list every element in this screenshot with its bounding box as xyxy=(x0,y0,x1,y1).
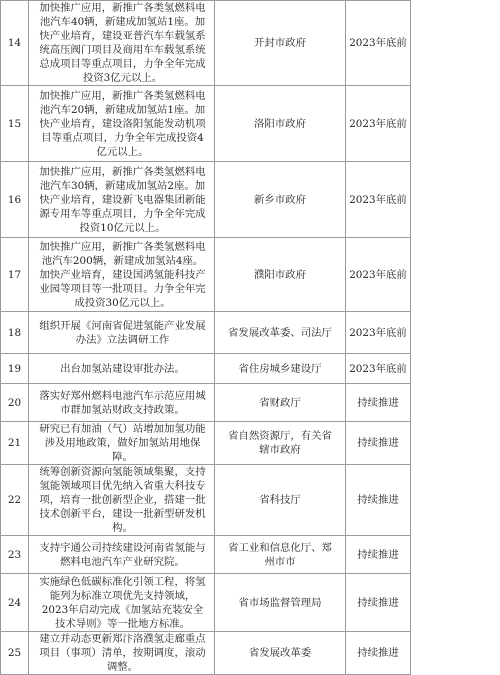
deadline: 2023年底前 xyxy=(346,354,411,384)
table-row xyxy=(1,465,500,536)
row-number: 18 xyxy=(1,312,29,354)
table-row xyxy=(1,238,500,312)
row-number: 14 xyxy=(1,1,29,86)
deadline: 持续推进 xyxy=(346,632,411,675)
responsible-unit: 省科技厅 xyxy=(215,465,346,536)
table-row xyxy=(1,162,500,238)
responsible-unit: 省发展改革委、司法厅 xyxy=(215,312,346,354)
responsible-unit: 开封市政府 xyxy=(215,1,346,86)
responsible-unit: 省工业和信息化厅、郑州市市 xyxy=(215,536,346,574)
task-description: 加快推广应用，新推广各类氢燃料电池汽车30辆，新建成加氢站2座。加快产业培育，建设新飞电器集团新能源专用车等重点项目，力争全年完成投资10亿元以上。 xyxy=(29,162,215,238)
responsible-unit: 省市场监督管理局 xyxy=(215,574,346,632)
deadline: 持续推进 xyxy=(346,465,411,536)
task-description: 研究已有加油（气）站增加加氢功能涉及用地政策，做好加氢站用地保障。 xyxy=(29,422,215,465)
table-row xyxy=(1,422,500,465)
table-row xyxy=(1,574,500,632)
deadline: 2023年底前 xyxy=(346,312,411,354)
row-number: 22 xyxy=(1,465,29,536)
responsible-unit: 省发展改革委 xyxy=(215,632,346,675)
responsible-unit: 洛阳市政府 xyxy=(215,86,346,162)
table-row xyxy=(1,354,500,384)
row-number: 23 xyxy=(1,536,29,574)
task-description: 加快推广应用，新推广各类氢燃料电池汽车40辆，新建成加氢站1座。加快产业培育，建设亚普汽车车载氢系统高压阀门项目及商用车车载氢系统总成项目等重点项目，力争全年完成投资3亿元以上。 xyxy=(29,1,215,86)
row-number: 19 xyxy=(1,354,29,384)
table-row xyxy=(1,536,500,574)
responsible-unit: 新乡市政府 xyxy=(215,162,346,238)
task-description: 统筹创新资源向氢能领域集聚，支持氢能领域项目优先纳入省重大科技专项，培育一批创新型企业，搭建一批技术创新平台，建设一批新型研发机构。 xyxy=(29,465,215,536)
responsible-unit: 省住房城乡建设厅 xyxy=(215,354,346,384)
row-number: 25 xyxy=(1,632,29,675)
table-row xyxy=(1,86,500,162)
task-description: 加快推广应用，新推广各类氢燃料电池汽车200辆，新建成加氢站4座。加快产业培育，建设国鸿氢能科技产业园等项目等一批项目。力争全年完成投资30亿元以上。 xyxy=(29,238,215,312)
deadline: 2023年底前 xyxy=(346,86,411,162)
responsible-unit: 濮阳市政府 xyxy=(215,238,346,312)
deadline: 2023年底前 xyxy=(346,238,411,312)
row-number: 15 xyxy=(1,86,29,162)
deadline: 2023年底前 xyxy=(346,162,411,238)
deadline: 持续推进 xyxy=(346,536,411,574)
responsible-unit: 省自然资源厅，有关省辖市政府 xyxy=(215,422,346,465)
task-description: 组织开展《河南省促进氢能产业发展办法》立法调研工作 xyxy=(29,312,215,354)
row-number: 16 xyxy=(1,162,29,238)
deadline: 持续推进 xyxy=(346,384,411,422)
deadline: 持续推进 xyxy=(346,574,411,632)
deadline: 持续推进 xyxy=(346,422,411,465)
row-number: 17 xyxy=(1,238,29,312)
task-description: 出台加氢站建设审批办法。 xyxy=(29,354,215,384)
table-row xyxy=(1,312,500,354)
task-description: 支持宇通公司持续建设河南省氢能与燃料电池汽车产业研究院。 xyxy=(29,536,215,574)
row-number: 21 xyxy=(1,422,29,465)
task-description: 加快推广应用，新推广各类氢燃料电池汽车20辆，新建成加氢站1座。加快产业培育，建设洛阳氢能发动机项目等重点项目，力争全年完成投资4亿元以上。 xyxy=(29,86,215,162)
task-description: 落实好郑州燃料电池汽车示范应用城市群加氢站财政支持政策。 xyxy=(29,384,215,422)
task-description: 实施绿色低碳标准化引领工程，将氢能列为标准立项优先支持领域，2023年启动完成《加氢站充装安全技术导则》等一批地方标准。 xyxy=(29,574,215,632)
table-row xyxy=(1,632,500,675)
row-number: 24 xyxy=(1,574,29,632)
row-number: 20 xyxy=(1,384,29,422)
task-description: 建立并动态更新郑汴洛濮氢走廊重点项目（事项）清单，按期调度，滚动调整。 xyxy=(29,632,215,675)
deadline: 2023年底前 xyxy=(346,1,411,86)
responsible-unit: 省财政厅 xyxy=(215,384,346,422)
table-row xyxy=(1,1,500,86)
table-row xyxy=(1,384,500,422)
